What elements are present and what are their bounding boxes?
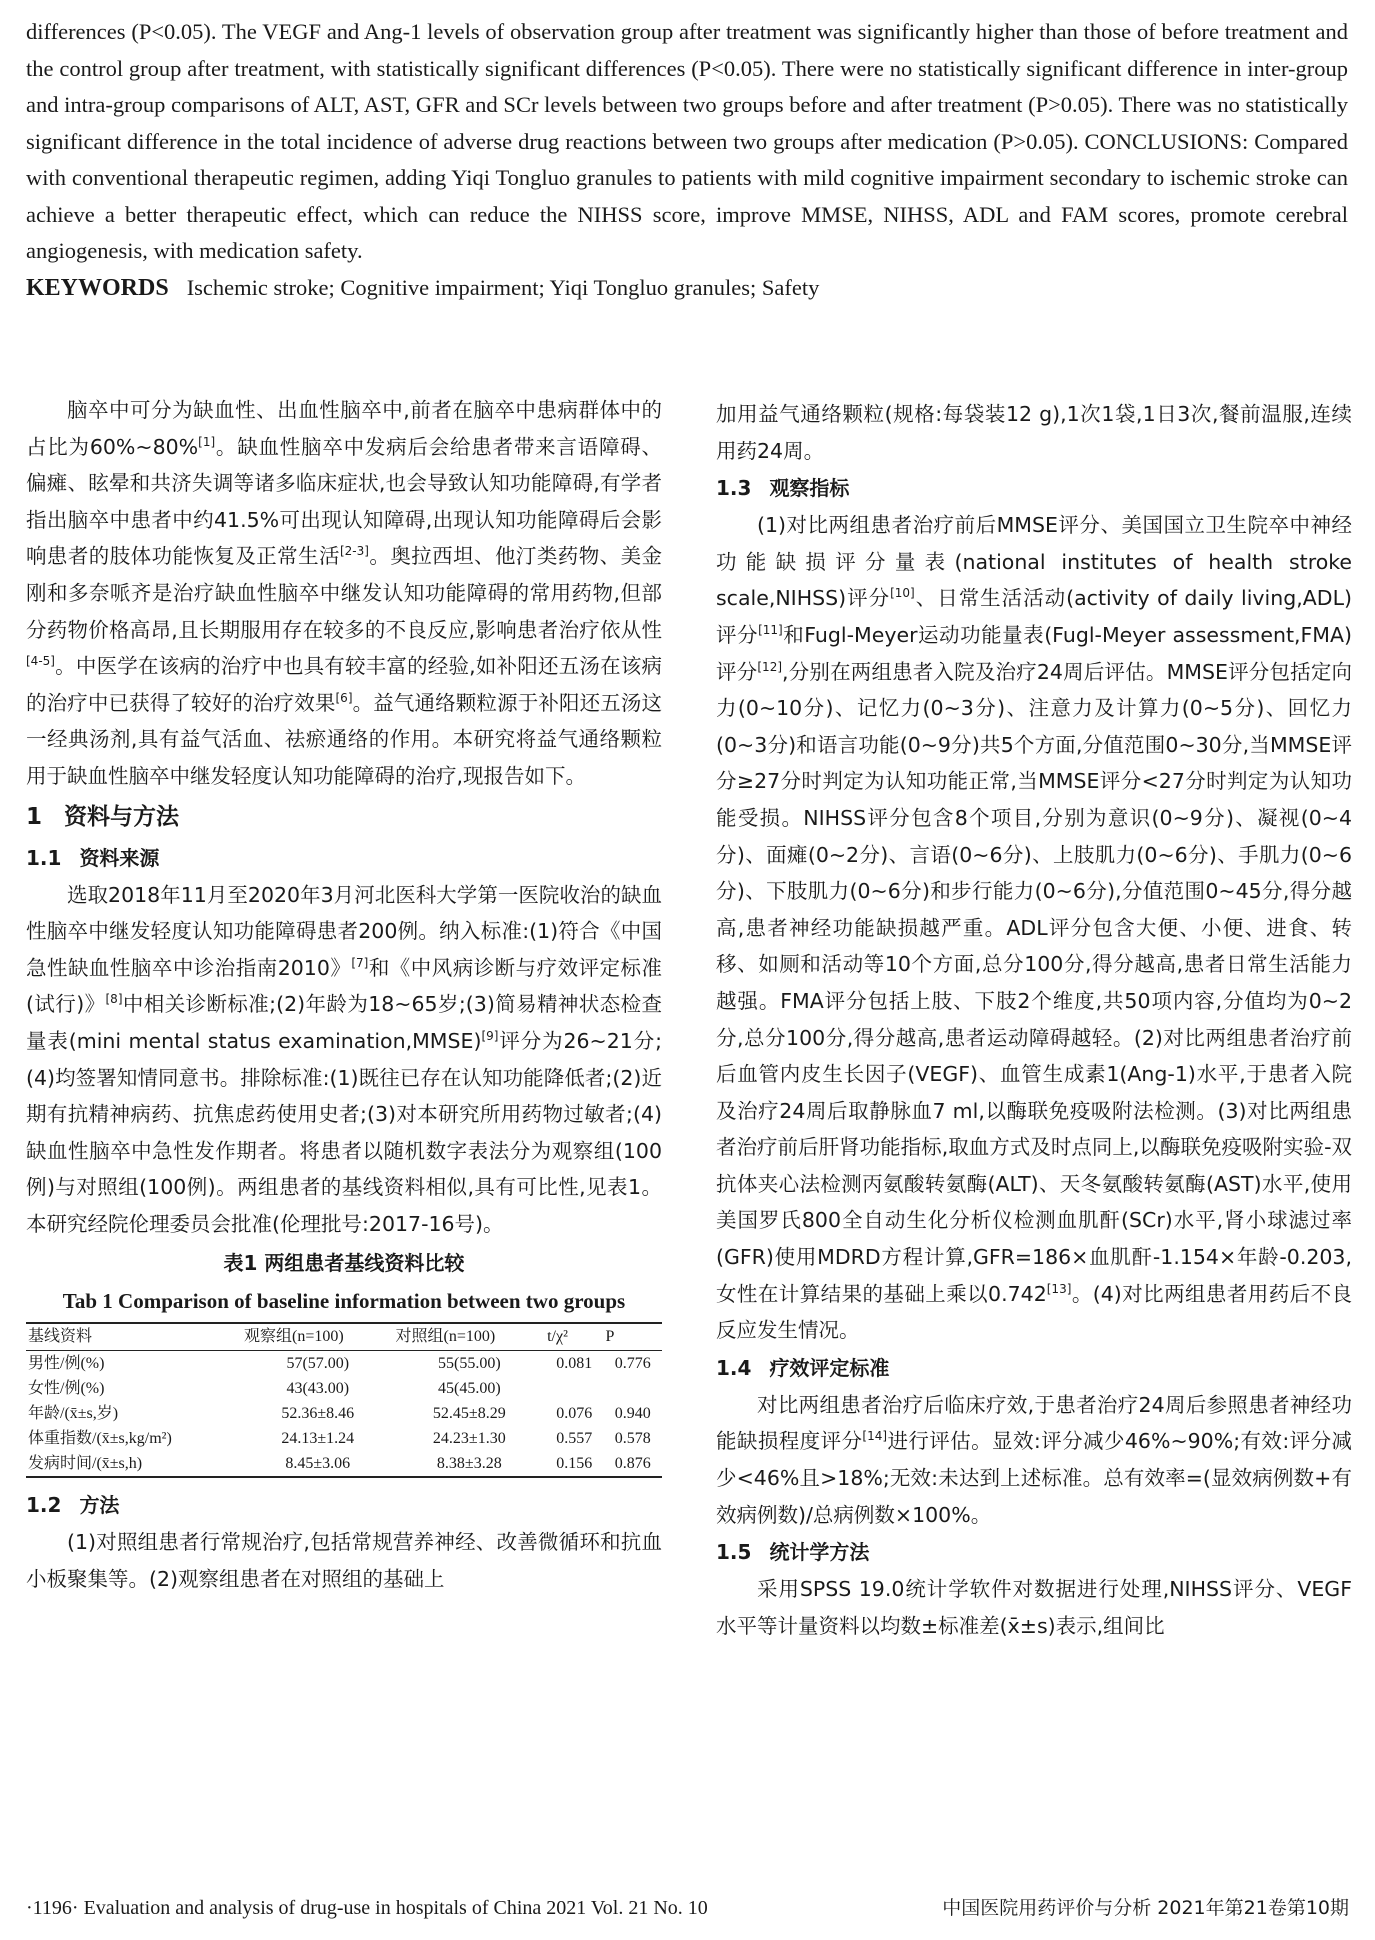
efficacy-paragraph: 对比两组患者治疗后临床疗效,于患者治疗24周后参照患者神经功能缺损程度评分[14]进行评估。显效:评分减少46%~90%;有效:评分减少<46%且>18%;无效:未达到上述标准。总有效率=(显效病例数+有效病例数)/总病例数×100%。 <box>716 1392 1353 1527</box>
citation: [12] <box>757 659 783 674</box>
table-header: 对照组(n=100) <box>394 1323 546 1351</box>
abstract-paragraph: differences (P<0.05). The VEGF and Ang-1 levels of observation group after treatment was significantly higher than those of before treatment and the control group after treatment, with statistically significant differences (P<0.05). There were no statistically significant difference in inter-group and intra-group comparisons of ALT, AST, GFR and SCr levels between two groups before and after treatment (P>0.05). There was no statistically significant difference in the total incidence of adverse drug reactions between two groups after medication (P>0.05). CONCLUSIONS: Compared with conventional therapeutic regimen, adding Yiqi Tongluo granules to patients with mild cognitive impairment secondary to ischemic stroke can achieve a better therapeutic effect, which can reduce the NIHSS score, improve MMSE, NIHSS, ADL and FAM scores, promote cerebral angiogenesis, with medication safety. <box>26 19 1348 263</box>
left-column <box>26 392 662 1598</box>
table-header: t/χ² <box>545 1323 603 1351</box>
abstract-english <box>26 14 1348 306</box>
citation: [4-5] <box>26 654 55 669</box>
section-heading-1: 1 资料与方法 <box>26 803 180 830</box>
section-heading-1-1: 1.1 资料来源 <box>26 845 160 870</box>
intro-paragraph: 脑卒中可分为缺血性、出血性脑卒中,前者在脑卒中患病群体中的占比为60%~80%[1]。缺血性脑卒中发病后会给患者带来言语障碍、偏瘫、眩晕和共济失调等诸多临床症状,也会导致认知功能障碍,有学者指出脑卒中患者中约41.5%可出现认知障碍,出现认知功能障碍后会影响患者的肢体功能恢复及正常生活[2-3]。奥拉西坦、他汀类药物、美金刚和多奈哌齐是治疗缺血性脑卒中继发认知功能障碍的常用药物,但部分药物价格高昂,且长期服用存在较多的不良反应,影响患者治疗依从性[4-5]。中医学在该病的治疗中也具有较丰富的经验,如补阳还五汤在该病的治疗中已获得了较好的治疗效果[6]。益气通络颗粒源于补阳还五汤这一经典汤剂,具有益气活血、祛瘀通络的作用。本研究将益气通络颗粒用于缺血性脑卒中继发轻度认知功能障碍的治疗,现报告如下。 <box>26 398 663 788</box>
citation: [13] <box>1046 1281 1072 1296</box>
table-row: 男性/例(%) 57(57.00) 55(55.00) 0.081 0.776 <box>28 1355 651 1373</box>
table-header: 基线资料 <box>26 1323 242 1351</box>
table-row: 年龄/(x̄±s,岁) 52.36±8.46 52.45±8.29 0.076 0.940 <box>28 1405 651 1423</box>
keywords-line <box>26 270 1348 307</box>
citation: [11] <box>758 622 783 637</box>
method-paragraph: (1)对照组患者行常规治疗,包括常规营养神经、改善微循环和抗血小板聚集等。(2)观察组患者在对照组的基础上 <box>26 1530 662 1592</box>
citation: [9] <box>481 1028 499 1043</box>
footer-journal-zh: 中国医院用药评价与分析 2021年第21卷第10期 <box>942 1897 1349 1919</box>
table-caption-en: Tab 1 Comparison of baseline information between two groups <box>62 1289 626 1314</box>
table-header: P <box>604 1323 662 1351</box>
citation: [7] <box>351 955 369 970</box>
section-heading-1-2: 1.2 方法 <box>26 1493 120 1518</box>
source-paragraph: 选取2018年11月至2020年3月河北医科大学第一医院收治的缺血性脑卒中继发轻度认知功能障碍患者200例。纳入标准:(1)符合《中国急性缺血性脑卒中诊治指南2010》[7]和《中风病诊断与疗效评定标准(试行)》[8]中相关诊断标准;(2)年龄为18~65岁;(3)简易精神状态检查量表(mini mental status examination,MMSE)[9]评分为26~21分;(4)均签署知情同意书。排除标准:(1)既往已存在认知功能降低者;(2)近期有抗精神病药、抗焦虑药使用史者;(3)对本研究所用药物过敏者;(4)缺血性脑卒中急性发作期者。将患者以随机数字表法分为观察组(100例)与对照组(100例)。两组患者的基线资料相似,具有可比性,见表1。本研究经院伦理委员会批准(伦理批号:2017-16号)。 <box>26 882 663 1236</box>
section-heading-1-3: 1.3 观察指标 <box>716 476 850 501</box>
table-row: 发病时间/(x̄±s,h) 8.45±3.06 8.38±3.28 0.156 0.876 <box>26 1451 662 1477</box>
section-heading-1-5: 1.5 统计学方法 <box>716 1540 870 1565</box>
table-header: 观察组(n=100) <box>242 1323 394 1351</box>
citation: [1] <box>198 434 216 449</box>
table-row: 女性/例(%) 43(43.00) 45(45.00) <box>28 1380 501 1398</box>
citation: [14] <box>862 1429 888 1444</box>
citation: [2-3] <box>339 544 369 559</box>
footer-journal-en: ·1196· Evaluation and analysis of drug-use in hospitals of China 2021 Vol. 21 No. 10 <box>26 1897 708 1919</box>
citation: [8] <box>105 992 123 1007</box>
observation-paragraph: (1)对比两组患者治疗前后MMSE评分、美国国立卫生院卒中神经功能缺损评分量表(national institutes of health stroke scale,NIHSS)评分[10]、日常生活活动(activity of daily living,ADL)评分[11]和Fugl-Meyer运动功能量表(Fugl-Meyer assessment,FMA)评分[12],分别在两组患者入院及治疗24周后评估。MMSE评分包括定向力(0~10分)、记忆力(0~3分)、注意力及计算力(0~5分)、回忆力(0~3分)和语言功能(0~9分)共5个方面,分值范围0~30分,当MMSE评分≥27分时判定为认知功能正常,当MMSE评分<27分时判定为认知功能受损。NIHSS评分包含8个项目,分别为意识(0~9分)、凝视(0~4分)、面瘫(0~2分)、言语(0~6分)、上肢肌力(0~6分)、手肌力(0~6分)、下肢肌力(0~6分)和步行能力(0~6分),分值范围0~45分,得分越高,患者神经功能缺损越严重。ADL评分包含大便、小便、进食、转移、如厕和活动等10个方面,总分100分,得分越高,患者日常生活能力越强。FMA评分包括上肢、下肢2个维度,共50项内容,分值均为0~2分,总分100分,得分越高,患者运动障碍越轻。(2)对比两组患者治疗前后血管内皮生长因子(VEGF)、血管生成素1(Ang-1)水平,于患者入院及治疗24周后取静脉血7 ml,以酶联免疫吸附法检测。(3)对比两组患者治疗前后肝肾功能指标,取血方式及时点同上,以酶联免疫吸附实验-双抗体夹心法检测丙氨酸转氨酶(ALT)、天冬氨酸转氨酶(AST)水平,使用美国罗氏800全自动生化分析仪检测血肌酐(SCr)水平,肾小球滤过率(GFR)使用MDRD方程计算,GFR=186×血肌酐-1.154×年龄-0.203,女性在计算结果的基础上乘以0.742[13]。(4)对比两组患者用药后不良反应发生情况。 <box>716 513 1352 1343</box>
section-heading-1-4: 1.4 疗效评定标准 <box>716 1355 890 1380</box>
keywords-text: Ischemic stroke; Cognitive impairment; Yiqi Tongluo granules; Safety <box>186 274 820 300</box>
baseline-table <box>26 1322 662 1478</box>
citation: [6] <box>335 690 353 705</box>
keywords-label: KEYWORDS <box>26 274 169 301</box>
statistics-paragraph: 采用SPSS 19.0统计学软件对数据进行处理,NIHSS评分、VEGF水平等计量资料以均数±标准差(x̄±s)表示,组间比 <box>716 1577 1352 1638</box>
method-continued: 加用益气通络颗粒(规格:每袋装12 g),1次1袋,1日3次,餐前温服,连续用药24周。 <box>716 402 1352 463</box>
table-caption-zh: 表1 两组患者基线资料比较 <box>223 1251 465 1276</box>
right-column <box>716 396 1352 1644</box>
citation: [10] <box>890 586 915 601</box>
table-row: 体重指数/(x̄±s,kg/m²) 24.13±1.24 24.23±1.30 0.557 0.578 <box>28 1430 651 1448</box>
